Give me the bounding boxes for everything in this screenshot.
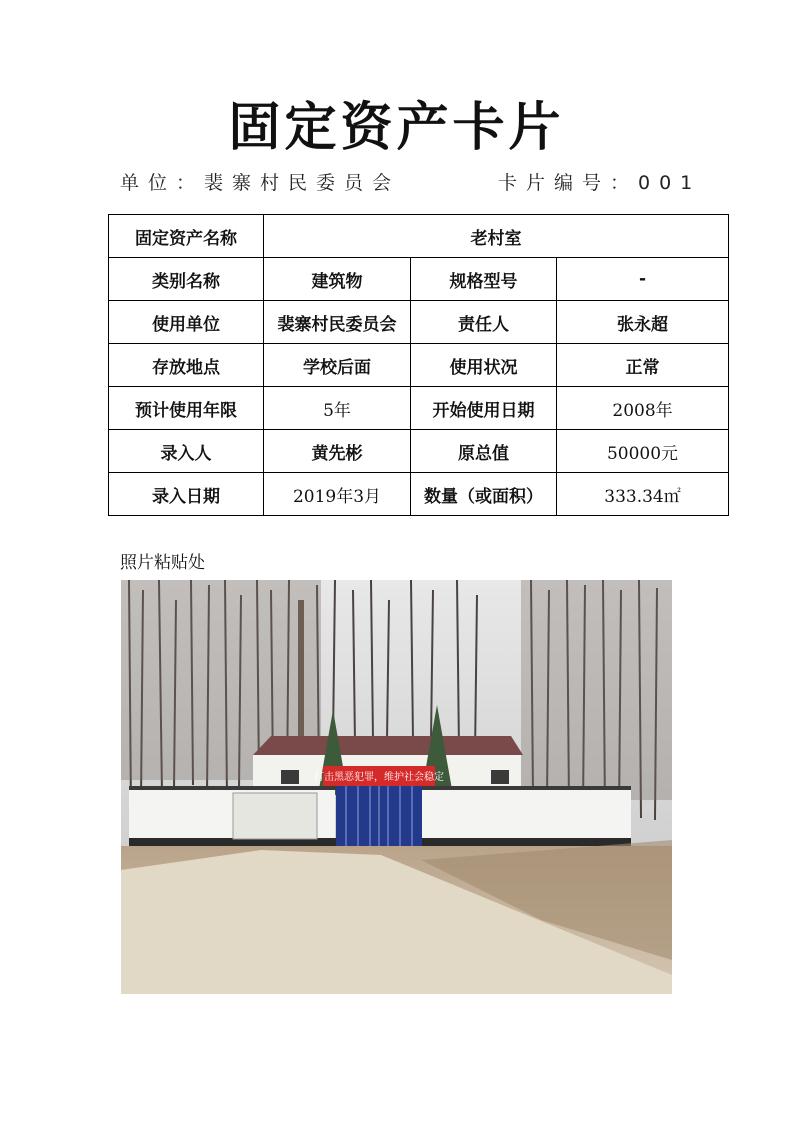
original-value-value: 50000元 <box>557 430 729 473</box>
entry-date-label: 录入日期 <box>109 473 264 516</box>
asset-card-table <box>108 214 729 516</box>
window <box>281 770 299 784</box>
owner-value: 张永超 <box>557 301 729 344</box>
quantity-label: 数量（或面积） <box>411 473 557 516</box>
life-value: 5年 <box>264 387 411 430</box>
location-label: 存放地点 <box>109 344 264 387</box>
asset-name-label: 固定资产名称 <box>109 215 264 258</box>
owner-label: 责任人 <box>411 301 557 344</box>
table-row <box>109 430 729 473</box>
status-value: 正常 <box>557 344 729 387</box>
spec-value: - <box>557 258 729 301</box>
building-photo <box>121 580 672 994</box>
entered-by-label: 录入人 <box>109 430 264 473</box>
unit-line: 单位：裴寨村民委员会 <box>120 172 401 194</box>
entry-date-value: 2019年3月 <box>264 473 411 516</box>
quantity-value: 333.34㎡ <box>557 473 729 516</box>
table-row <box>109 301 729 344</box>
user-unit-value: 裴寨村民委员会 <box>264 301 411 344</box>
table-row <box>109 215 729 258</box>
compound-wall-right <box>421 790 631 846</box>
location-value: 学校后面 <box>264 344 411 387</box>
entered-by-value: 黄先彬 <box>264 430 411 473</box>
start-date-value: 2008年 <box>557 387 729 430</box>
photo-label: 照片粘贴处 <box>120 553 205 573</box>
asset-name-value: 老村室 <box>264 215 729 258</box>
original-value-label: 原总值 <box>411 430 557 473</box>
start-date-label: 开始使用日期 <box>411 387 557 430</box>
category-value: 建筑物 <box>264 258 411 301</box>
banner-text: 打击黑恶犯罪，维护社会稳定 <box>314 772 444 783</box>
life-label: 预计使用年限 <box>109 387 264 430</box>
table-row <box>109 344 729 387</box>
user-unit-label: 使用单位 <box>109 301 264 344</box>
notice-board <box>233 793 317 839</box>
table-row <box>109 473 729 516</box>
page-title: 固定资产卡片 <box>228 97 565 158</box>
category-label: 类别名称 <box>109 258 264 301</box>
roof <box>253 736 523 755</box>
status-label: 使用状况 <box>411 344 557 387</box>
table-row <box>109 387 729 430</box>
window <box>491 770 509 784</box>
spec-label: 规格型号 <box>411 258 557 301</box>
card-number-line: 卡片编号：001 <box>498 172 702 194</box>
table-row <box>109 258 729 301</box>
